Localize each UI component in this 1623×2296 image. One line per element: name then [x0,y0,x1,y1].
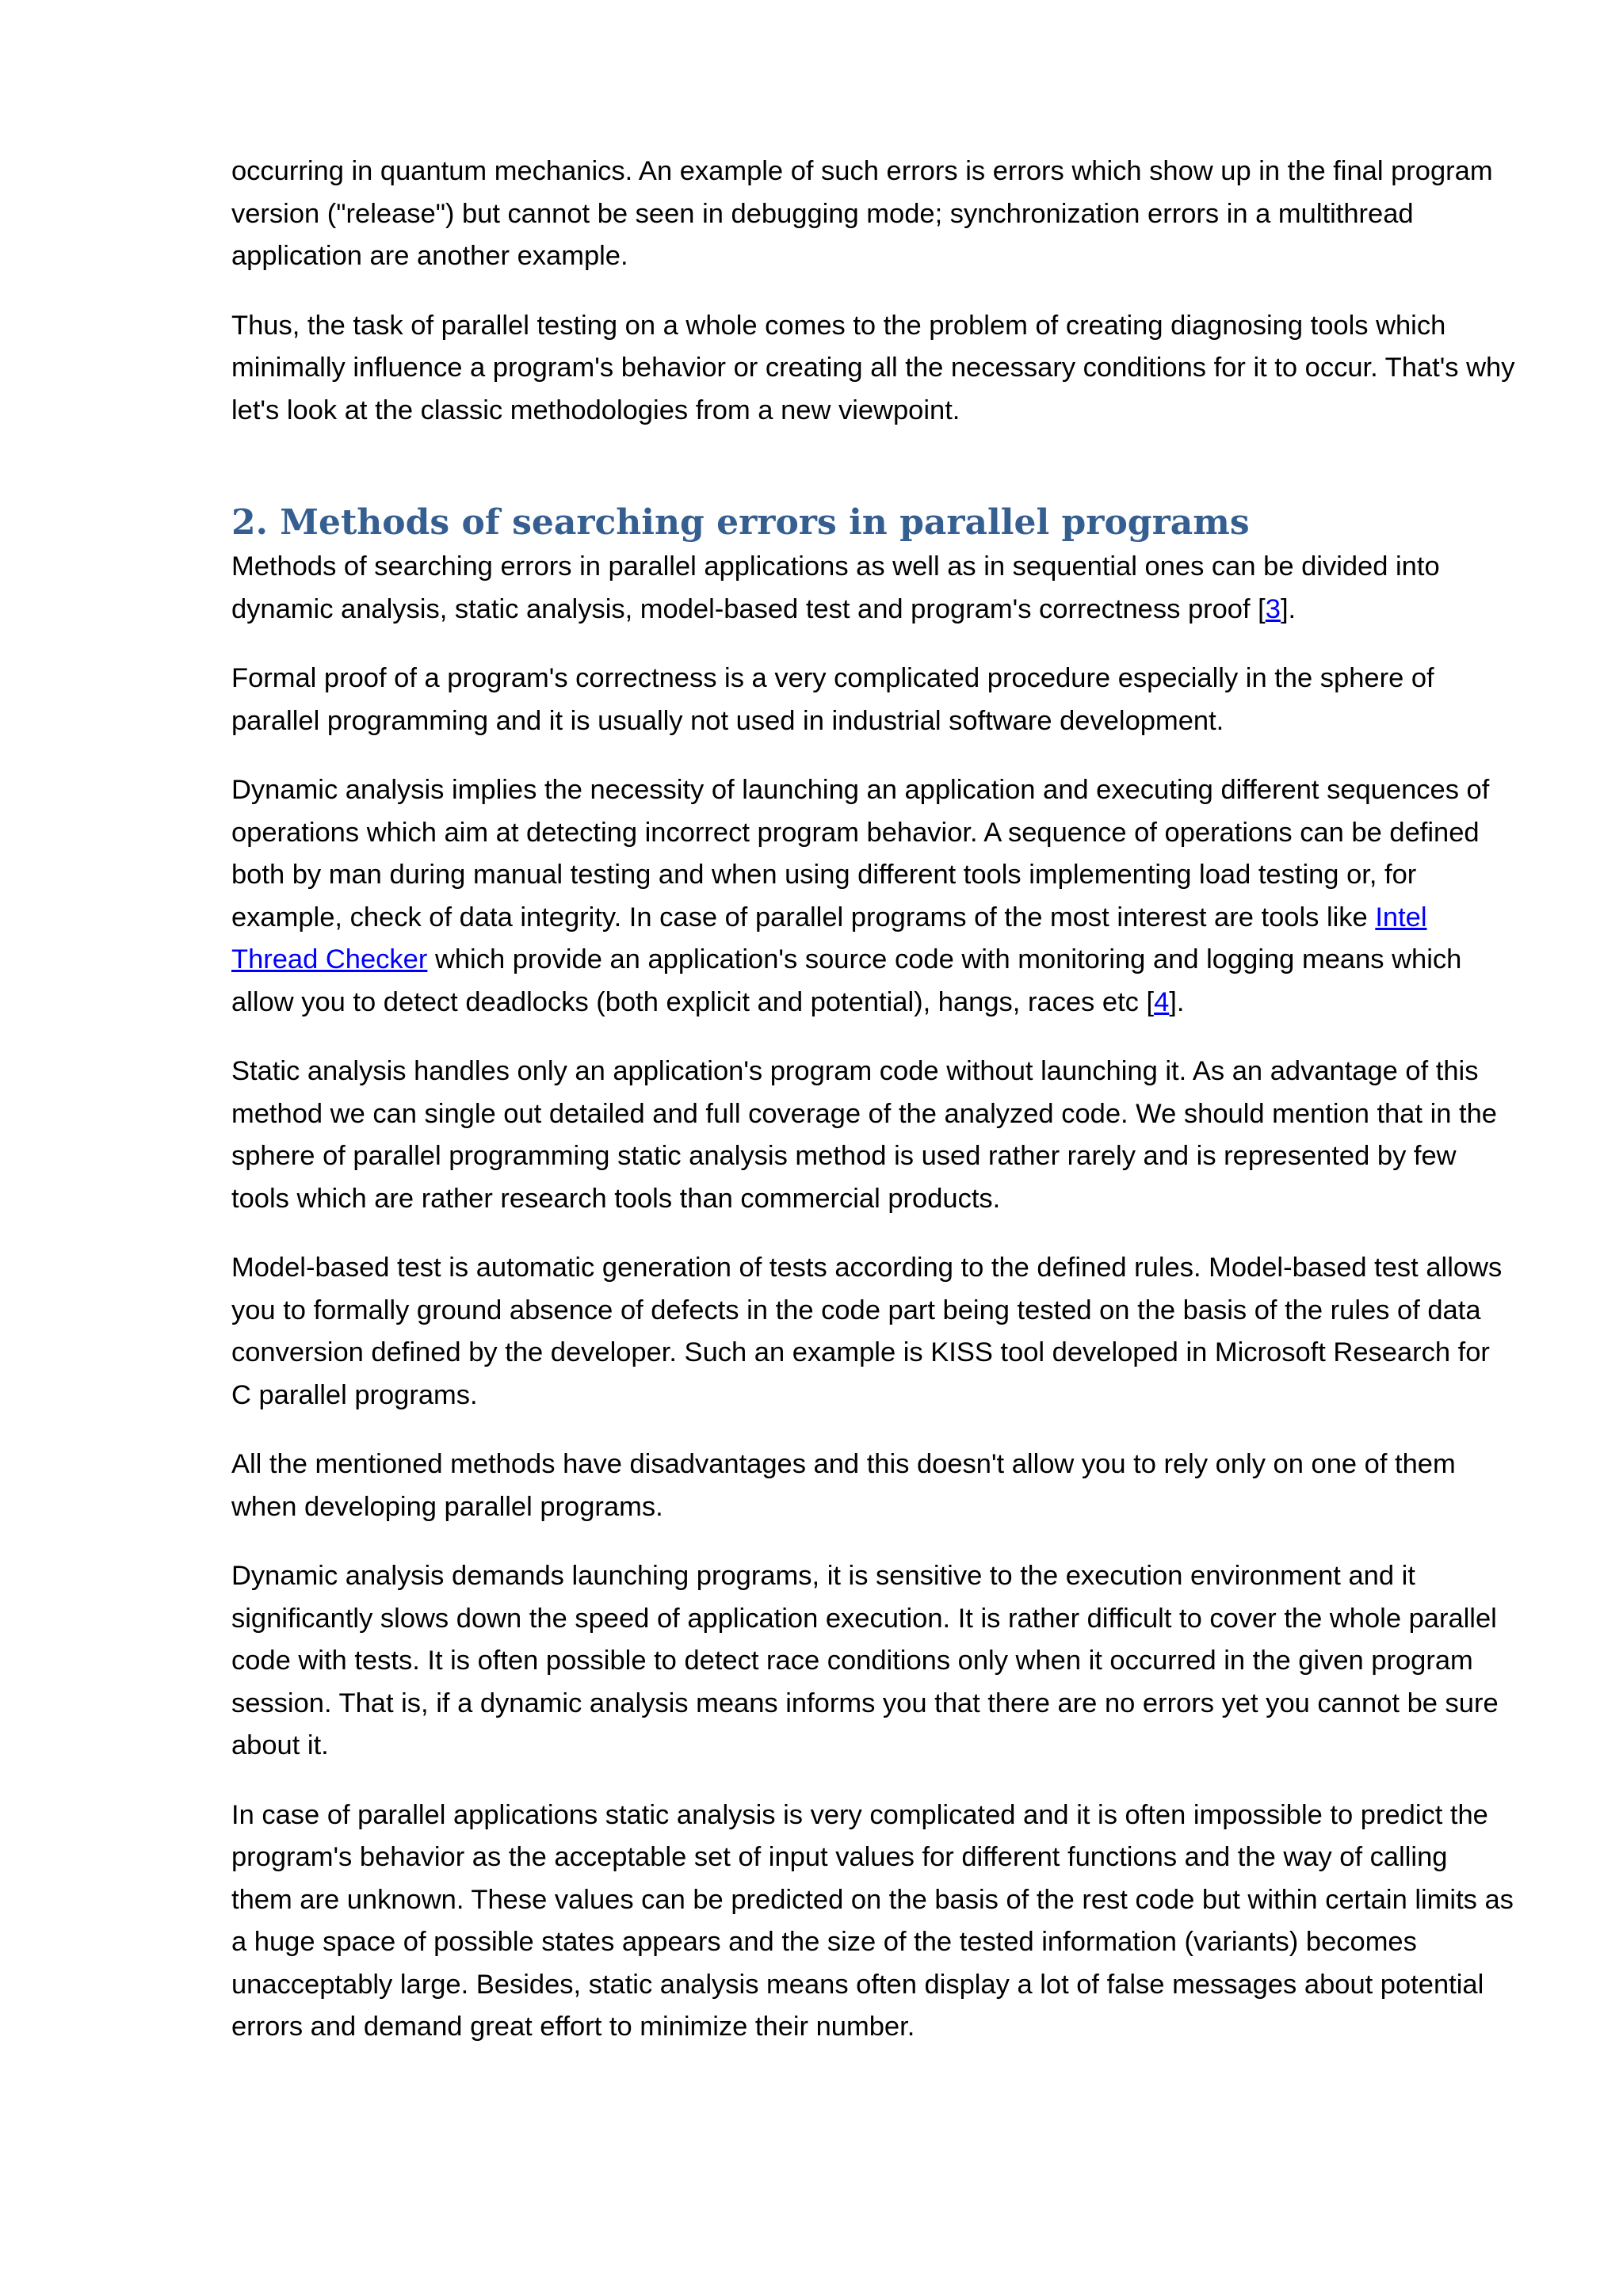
paragraph-static-drawbacks: In case of parallel applications static analysis is very complicated and it is often impossible to predict the program's behavior as the acceptable set of input values for different functions and the way of calling them are unknown. These values can be predicted on the basis of the rest code but within certain limits as a huge space of possible states appears and the size of the tested information (variants) becomes unacceptably large. Besides, static analysis means often display a lot of false messages about potential errors and demand great effort to minimize their number. [231,1799,1514,2042]
document-page [231,151,1515,2076]
paragraph-formal-proof: Formal proof of a program's correctness is a very complicated procedure especially in the sphere of parallel programming and it is usually not used in industrial software development. [231,663,1434,736]
paragraph-dynamic-analysis [231,769,1515,1024]
paragraph-dynamic-drawbacks: Dynamic analysis demands launching programs, it is sensitive to the execution environment and it significantly slows down the speed of application execution. It is rather difficult to cover the whole parallel code with tests. It is often possible to detect race conditions only when it occurred in the given program session. That is, if a dynamic analysis means informs you that there are no errors yet you cannot be sure about it. [231,1561,1499,1760]
paragraph-static-analysis: Static analysis handles only an application's program code without launching it. As an advantage of this method we can single out detailed and full coverage of the analyzed code. We should mention that in the sphere of parallel programming static analysis method is used rather rarely and is represented by few tools which are rather research tools than commercial products. [231,1056,1497,1214]
paragraph-quantum-errors: occurring in quantum mechanics. An example of such errors is errors which show up in the final program version ("release") but cannot be seen in debugging mode; synchronization errors in a multithread application are another example. [231,156,1493,271]
paragraph-model-based-test: Model-based test is automatic generation of tests according to the defined rules. Model-based test allows you to formally ground absence of defects in the code part being tested on the basis of the rules of data conversion defined by the developer. Such an example is KISS tool developed in Microsoft Research for C parallel programs. [231,1253,1503,1410]
paragraph-methods-overview [231,546,1515,631]
paragraph-text-tail: ]. [1169,986,1185,1017]
section-heading: 2. Methods of searching errors in parallel programs [231,502,1250,543]
paragraph-disadvantages: All the mentioned methods have disadvantages and this doesn't allow you to rely only on one of them when developing parallel programs. [231,1449,1456,1522]
paragraph-text: Dynamic analysis implies the necessity of launching an application and executing different sequences of operations which aim at detecting incorrect program behavior. A sequence of operations can be defined both by man during manual testing and when using different tools implementing load testing or, for example, check of data integrity. In case of parallel programs of the most interest are tools like [231,775,1490,933]
paragraph-text-tail: ]. [1280,593,1296,624]
paragraph-text-continued: which provide an application's source code with monitoring and logging means which allow you to detect deadlocks (both explicit and potential), hangs, races etc [ [231,944,1462,1017]
reference-link-3[interactable]: 3 [1265,593,1281,624]
paragraph-text: Methods of searching errors in parallel applications as well as in sequential ones can be divided into dynamic analysis, static analysis, model-based test and program's correctness proof [ [231,551,1440,624]
reference-link-4[interactable]: 4 [1154,986,1170,1017]
intel-thread-checker-link[interactable]: Intel Thread Checker [231,902,1427,974]
paragraph-parallel-testing: Thus, the task of parallel testing on a whole comes to the problem of creating diagnosing tools which minimally influence a program's behavior or creating all the necessary conditions for it to occur. That's why let's look at the classic methodologies from a new viewpoint. [231,310,1515,425]
